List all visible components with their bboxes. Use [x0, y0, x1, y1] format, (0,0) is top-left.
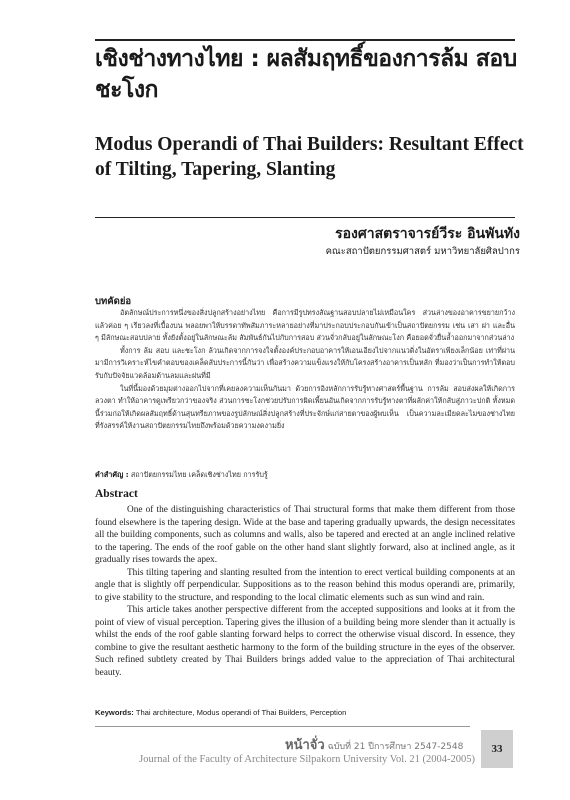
journal-thai-issue: ฉบับที่ 21 ปีการศึกษา 2547-2548 [327, 742, 464, 752]
top-rule [95, 39, 515, 41]
english-title: Modus Operandi of Thai Builders: Resultant Effect of Tilting, Tapering, Slanting [95, 134, 524, 180]
journal-english-line: Journal of the Faculty of Architecture Silpakorn University Vol. 21 (2004-2005) [139, 754, 475, 765]
journal-thai-line [285, 734, 463, 755]
journal-thai-name: หน้าจั่ว [285, 738, 325, 753]
thai-abstract-paragraph: ทั้งการ ล้ม สอบ และชะโงก ล้วนเกิดจากการจงใจตั้งองค์ประกอบอาคารให้เอนเอียงไปจากแนวดิ่งในอัตราเพียงเล็กน้อย เท่าที่ผ่านมามีการวิเคราะห์ไขคำตอบของเคล็ดลับประการนี้กันว่า เพื่อสร้างความแข็งแรงให้กับโครงสร้างอาคารเป็นหลัก ที่มองว่าเป็นการทำให้ตอบรับกับปัจจัยแวดล้อมด้านลมและฝนที่มี [95, 345, 515, 380]
footer-rule [95, 726, 470, 727]
english-abstract-paragraph: This article takes another perspective different from the accepted suppositions and looks at it from the point of view of visual perception. Tapering gives the illusion of a building being more slender than it actually is whilst the ends of the roof gable slanting forward helps to correct the otherwise visual discord. In essence, they combine to give the resultant aesthetic harmony to the form of the building structure in the eyes of the observer. Such refined subtlety created by Thai Builders brings added value to the appreciation of Thai architectural beauty. [95, 605, 515, 678]
thai-abstract-heading: บทคัดย่อ [95, 296, 132, 307]
page-number: 33 [481, 730, 513, 768]
english-keywords-label: Keywords: [95, 708, 134, 717]
thai-title: เชิงช่างทางไทย : ผลสัมฤทธิ์ของการล้ม สอบ ชะโงก [95, 46, 517, 103]
english-abstract-paragraph: One of the distinguishing characteristics of Thai structural forms that make them different from those found elsewhere is the tapering design. Wide at the base and tapering gradually upwards, the design necessitates all the building components, such as columns and walls, also be tapered and erected at an angle inclined relative to the tapering. The ends of the roof gable on the other hand slant slightly forward, also at inclined angle, as it gradually rises towards the apex. [95, 505, 515, 565]
thai-keywords-label: คำสำคัญ : [95, 470, 129, 479]
author-name: รองศาสตราจารย์วีระ อินพันทัง [335, 226, 520, 242]
thai-keywords-text: สถาปัตยกรรมไทย เคล็ดเชิงช่างไทย การรับรู้ [130, 470, 268, 479]
english-abstract-paragraph: This tilting tapering and slanting resulted from the intention to erect vertical building components at an angle that is slightly off perpendicular. Suppositions as to the reason behind this modus operandi are, primarily, to give stability to the structure, and responding to the local climatic elements such as sun wind and rain. [95, 567, 515, 603]
thai-abstract-body [95, 307, 515, 433]
thai-keywords [95, 470, 268, 481]
title-divider [95, 217, 515, 218]
english-keywords-text: Thai architecture, Modus operandi of Thai Builders, Perception [135, 708, 347, 717]
english-abstract-heading: Abstract [95, 488, 138, 500]
english-keywords [95, 708, 346, 717]
thai-abstract-paragraph: ในที่นี้มองด้วยมุมต่างออกไปจากที่เคยลงความเห็นกันมา ด้วยการอิงหลักการรับรู้ทางศาสตร์พื้นฐาน การล้ม สอบส่งผลให้เกิดการลวงตา ทำให้อาคารดูเพรียวกว่าของจริง ส่วนการชะโงกช่วยปรับการผิดเพี้ยนอันเกิดจากการรับรู้ทางตาที่ผลักค่าให้กลับสู่ภาวะปกติ ทั้งหมดนี้ร่วมก่อให้เกิดผลสัมฤทธิ์ด้านสุนทรียภาพของรูปลักษณ์สิ่งปลูกสร้างที่ประจักษ์แก่สายตาของผู้พบเห็น เป็นความละเมียดละไมของช่างไทย ที่รังสรรค์ให้งานสถาปัตยกรรมไทยถึงพร้อมด้วยความงดงามยิ่ง [95, 383, 515, 431]
english-abstract-body [95, 504, 515, 679]
author-affiliation: คณะสถาปัตยกรรมศาสตร์ มหาวิทยาลัยศิลปากร [325, 246, 520, 257]
thai-abstract-paragraph: อัตลักษณ์ประการหนึ่งของสิ่งปลูกสร้างอย่างไทย คือการมีรูปทรงสัณฐานสอบปลายไม่เหมือนใคร ส่วนล่างของอาคารขยายกว้างแล้วค่อย ๆ เรียวลงที่เบื้องบน พลอยพาให้บรรดาทัพสัมภาระหลายอย่างที่มาประกอบประกอบกันเข้าเป็นสถาปัตยกรรม เช่น เสา ฝา และอื่น ๆ มีลักษณะสอบปลาย ทั้งยังตั้งอยู่ในลักษณะล้ม สัมพันธ์กันไปกับการสอบ ส่วนจั่วกลับอยู่ในลักษณะโงก คือยอดจั่วยื่นล้ำออกมาจากส่วนล่าง [95, 308, 515, 343]
